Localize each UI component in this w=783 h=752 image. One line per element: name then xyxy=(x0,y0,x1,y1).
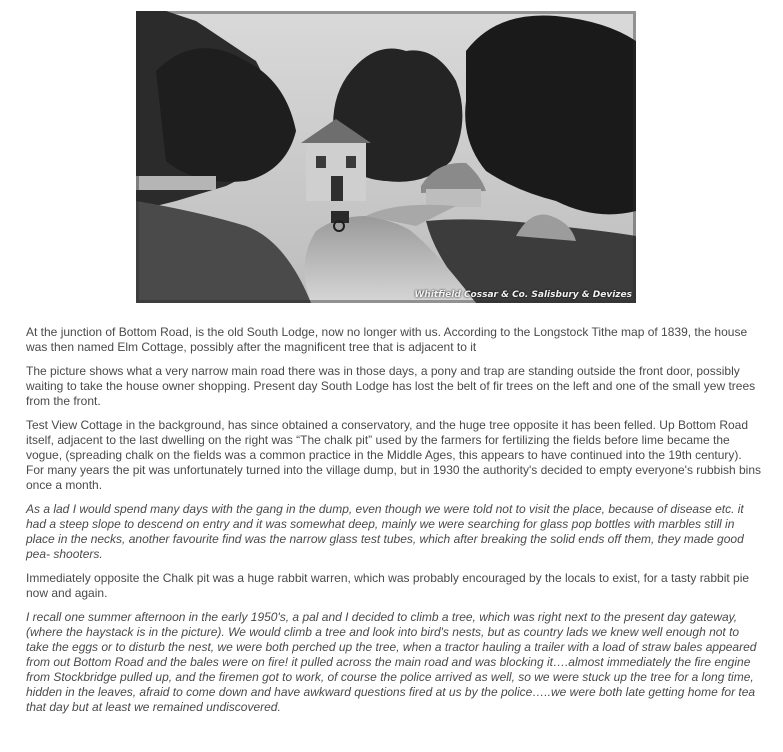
paragraph-rabbit-warren: Immediately opposite the Chalk pit was a huge rabbit warren, which was probably encouraged by the locals to exist, for a tasty rabbit pie now and again. xyxy=(26,571,750,600)
photo-caption: Whitfield Cossar & Co. Salisbury & Devizes xyxy=(414,290,632,300)
article-text xyxy=(26,325,761,724)
historic-photo-south-lodge xyxy=(136,11,636,303)
paragraph-narrow-road: The picture shows what a very narrow main road there was in those days, a pony and trap are standing outside the front door, possibly waiting to take the house owner shopping. Present day South Lodge has lost the belt of fir trees on the left and one of the small yew trees from the front. xyxy=(26,364,756,408)
paragraph-south-lodge: At the junction of Bottom Road, is the old South Lodge, now no longer with us. According to the Longstock Tithe map of 1839, the house was then named Elm Cottage, possibly after the magnificent tree that is adjacent to it xyxy=(26,325,748,354)
paragraph-dump-memory: As a lad I would spend many days with the gang in the dump, even though we were told not to visit the place, because of disease etc. it had a steep slope to descend on entry and it was somewhat deep, mainly we were searching for glass pop bottles with marbles still in place in the necks, another favourite find was the narrow glass test tubes, which after breaking the solid ends off them, they made good pea- shooters. xyxy=(26,502,744,561)
photo-artwork xyxy=(136,11,636,303)
paragraph-test-view-cottage: Test View Cottage in the background, has since obtained a conservatory, and the huge tree opposite it has been felled. Up Bottom Road itself, adjacent to the last dwelling on the right was “The chalk pit” used by the farmers for fertilizing the fields before lime became the vogue, (spreading chalk on the fields was a common practice in the Middle Ages, this appears to have continued into the 19th century). For many years the pit was unfortunately turned into the village dump, but in 1930 the authority's decided to empty everyone's rubbish bins once a month. xyxy=(26,418,761,492)
paragraph-tree-memory: I recall one summer afternoon in the early 1950's, a pal and I decided to climb a tree, which was right next to the present day gateway, (where the haystack is in the picture). We would climb a tree and look into bird's nests, but as country lads we knew well enough not to take the eggs or to disturb the nest, we were both perched up the tree, when a tractor hauling a trailer with a load of straw bales appeared from out Bottom Road and the bales were on fire! it pulled across the main road and was blocking it….almost immediately the fire engine from Stockbridge pulled up, and the firemen got to work, of course the police arrived as well, so we were stuck up the tree for a long time, hidden in the leaves, afraid to come down and have awkward questions fired at us by the police…..we were both late getting home for tea that day but at least we remained undiscovered. xyxy=(26,610,757,714)
